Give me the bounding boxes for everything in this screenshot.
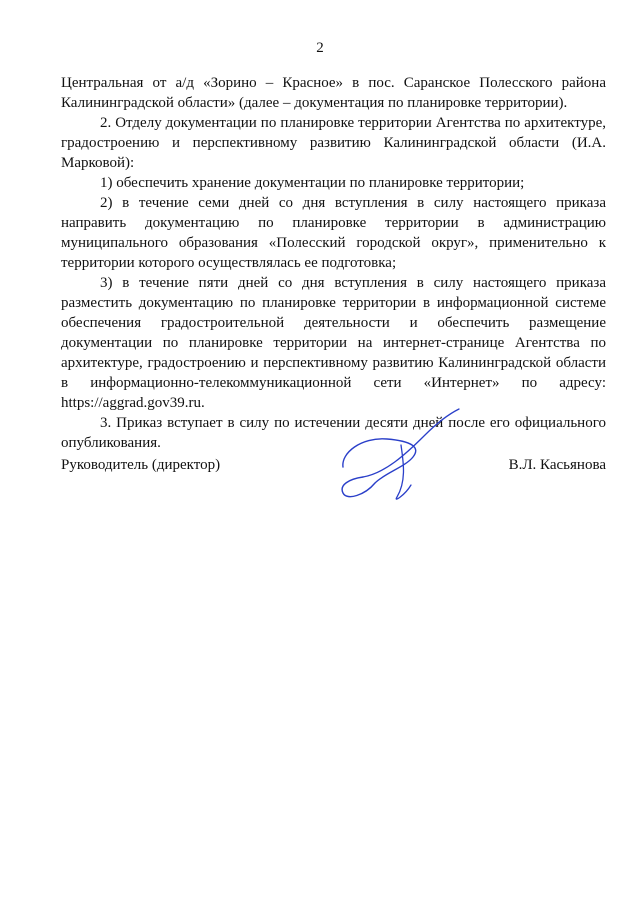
paragraph-continuation: Центральная от а/д «Зорино – Красное» в пос. Саранское Полесского района Калининградской области» (далее – документация по планировке территории). xyxy=(61,75,606,111)
page-number: 2 xyxy=(316,40,324,56)
paragraph-item-2: 2. Отделу документации по планировке территории Агентства по архитектуре, градостроению и перспективному развитию Калининградской области (И.А. Марковой): xyxy=(61,115,606,171)
signatory-name: В.Л. Касьянова xyxy=(508,457,606,473)
paragraph-subitem-3: 3) в течение пяти дней со дня вступления в силу настоящего приказа разместить документацию по планировке территории в информационной системе обеспечения градостроительной деятельности и обеспечить размещение документации по планировке территории на интернет-странице Агентства по архитектуре, градостроению и перспективному развитию Калининградской области в информационно-телекоммуникационной сети «Интернет» по адресу: https://aggrad.gov39.ru. xyxy=(61,275,606,411)
signatory-role: Руководитель (директор) xyxy=(61,457,221,473)
handwritten-signature xyxy=(335,405,465,505)
paragraph-item-3: 3. Приказ вступает в силу по истечении десяти дней после его официального опубликования. xyxy=(61,415,606,451)
document-body xyxy=(61,73,606,453)
paragraph-subitem-1: 1) обеспечить хранение документации по планировке территории; xyxy=(100,175,525,191)
paragraph-subitem-2: 2) в течение семи дней со дня вступления в силу настоящего приказа направить документацию по планировке территории в администрацию муниципального образования «Полесский городской округ», применительно к территории которого осуществлялась ее подготовка; xyxy=(61,195,606,271)
